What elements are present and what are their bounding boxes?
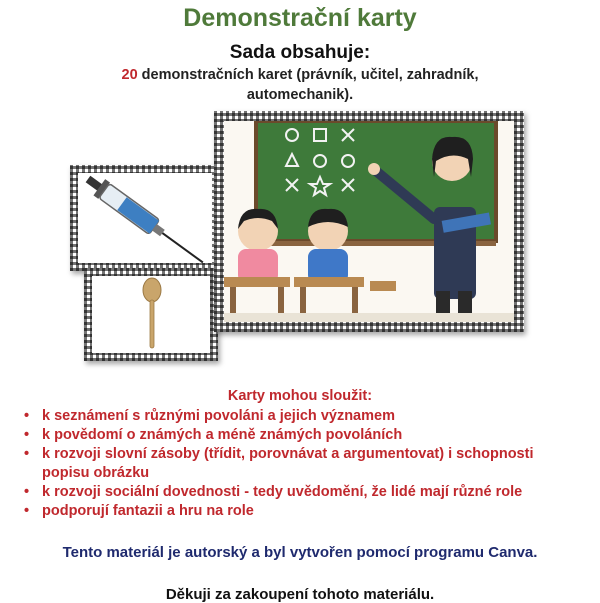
card-syringe-content <box>78 173 212 263</box>
list-item: • podporují fantazii a hru na role <box>22 502 582 521</box>
card-classroom <box>214 111 524 332</box>
card-count: 20 <box>121 67 138 83</box>
syringe-icon <box>78 173 212 263</box>
set-description <box>90 65 510 105</box>
list-item: • k rozvoji slovní zásoby (třídit, porovnávat a argumentovat) i schopnosti popisu obrázku <box>22 445 582 483</box>
page-title: Demonstrační karty <box>183 4 417 32</box>
author-note: Tento materiál je autorský a byl vytvořen pomocí programu Canva. <box>62 544 538 561</box>
set-contents-heading: Sada obsahuje: <box>229 42 371 63</box>
wooden-spoon-icon <box>92 276 210 353</box>
thanks-note: Děkuji za zakoupení tohoto materiálu. <box>165 586 435 603</box>
description-text: demonstračních karet (právník, učitel, zahradník, automechanik). <box>141 67 479 103</box>
card-syringe <box>70 165 220 271</box>
uses-list <box>22 407 582 521</box>
card-wooden-spoon <box>84 268 218 361</box>
card-classroom-content <box>224 121 514 322</box>
list-item: • k seznámení s různými povoláni a jejich významem <box>22 407 582 426</box>
classroom-illustration <box>224 121 514 322</box>
uses-heading: Karty mohou sloužit: <box>227 388 373 404</box>
list-item: • k rozvoji sociální dovednosti - tedy uvědomění, že lidé mají různé role <box>22 483 582 502</box>
card-spoon-content <box>92 276 210 353</box>
list-item: • k povědomí o známých a méně známých povoláních <box>22 426 582 445</box>
